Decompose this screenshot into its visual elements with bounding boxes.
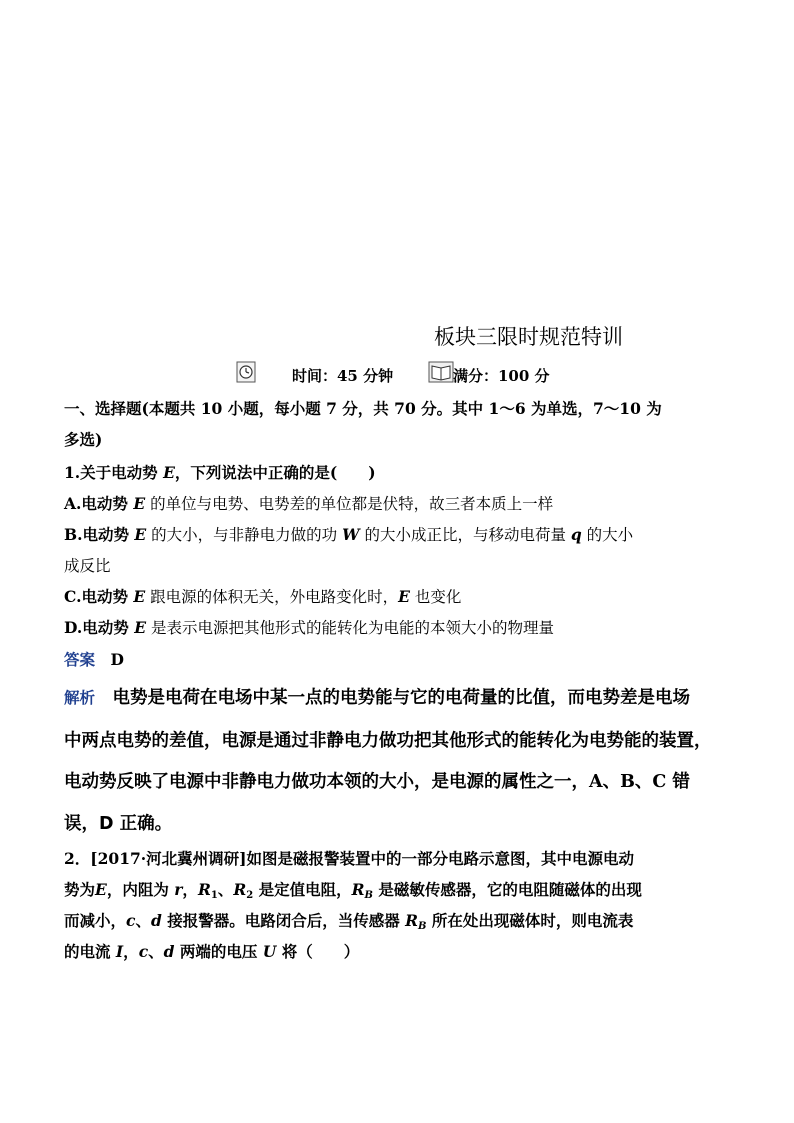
section-heading-line1: 一、选择题(本题共 10 小题，每小题 7 分，共 70 分。其中 1～6 为单选，7～10 为	[64, 399, 662, 418]
q1-answer	[64, 650, 124, 670]
q1-option-d: D.电动势 E 是表示电源把其他形式的能转化为电能的本领大小的物理量	[64, 618, 554, 637]
q2-line3: 而减小，c、d 接报警器。电路闭合后，当传感器 $R_B$ 所在处出现磁体时，则电流表	[64, 911, 634, 932]
book-icon	[428, 361, 456, 383]
section-heading-line2: 多选)	[64, 430, 103, 449]
q1-analysis-line2: 中两点电势的差值，电源是通过非静电力做功把其他形式的能转化为电势能的装置，	[64, 731, 712, 751]
q2-line1: 2．[2017·河北冀州调研]如图是磁报警装置中的一部分电路示意图，其中电源电动	[64, 849, 634, 868]
q1-option-a: A.电动势 E 的单位与电势、电势差的单位都是伏特，故三者本质上一样	[64, 494, 554, 513]
page-title: 板块三限时规范特训	[434, 325, 623, 349]
answer-value: D	[110, 650, 124, 669]
q1-option-c: C.电动势 E 跟电源的体积无关，外电路变化时，E 也变化	[64, 587, 462, 606]
q1-analysis-line3: 电动势反映了电源中非静电力做功本领的大小，是电源的属性之一，A、B、C 错	[64, 772, 690, 792]
q1-option-b: B.电动势 E 的大小，与非静电力做的功 W 的大小成正比，与移动电荷量 q 的大小	[64, 525, 634, 544]
answer-label: 答案	[64, 650, 96, 669]
q1-option-b-line2: 成反比	[64, 557, 111, 575]
q1-stem: 1.关于电动势 E，下列说法中正确的是( )	[64, 463, 376, 482]
full-score: 满分：100 分	[453, 367, 550, 385]
q1-analysis-line4: 误，D 正确。	[64, 814, 173, 834]
q2-line2: 势为E，内阻为 r，$R_1$、$R_2$ 是定值电阻，$R_B$ 是磁敏传感器，它的电阻随磁体的出现	[64, 880, 642, 901]
time-limit: 时间：45 分钟	[292, 367, 394, 385]
analysis-label: 解析	[64, 688, 96, 707]
q2-line4: 的电流 I，c、d 两端的电压 U 将（ ）	[64, 942, 360, 961]
q1-analysis-line1: 解析 电势是电荷在电场中某一点的电势能与它的电荷量的比值，而电势差是电场	[64, 688, 691, 708]
clock-icon	[236, 361, 256, 383]
